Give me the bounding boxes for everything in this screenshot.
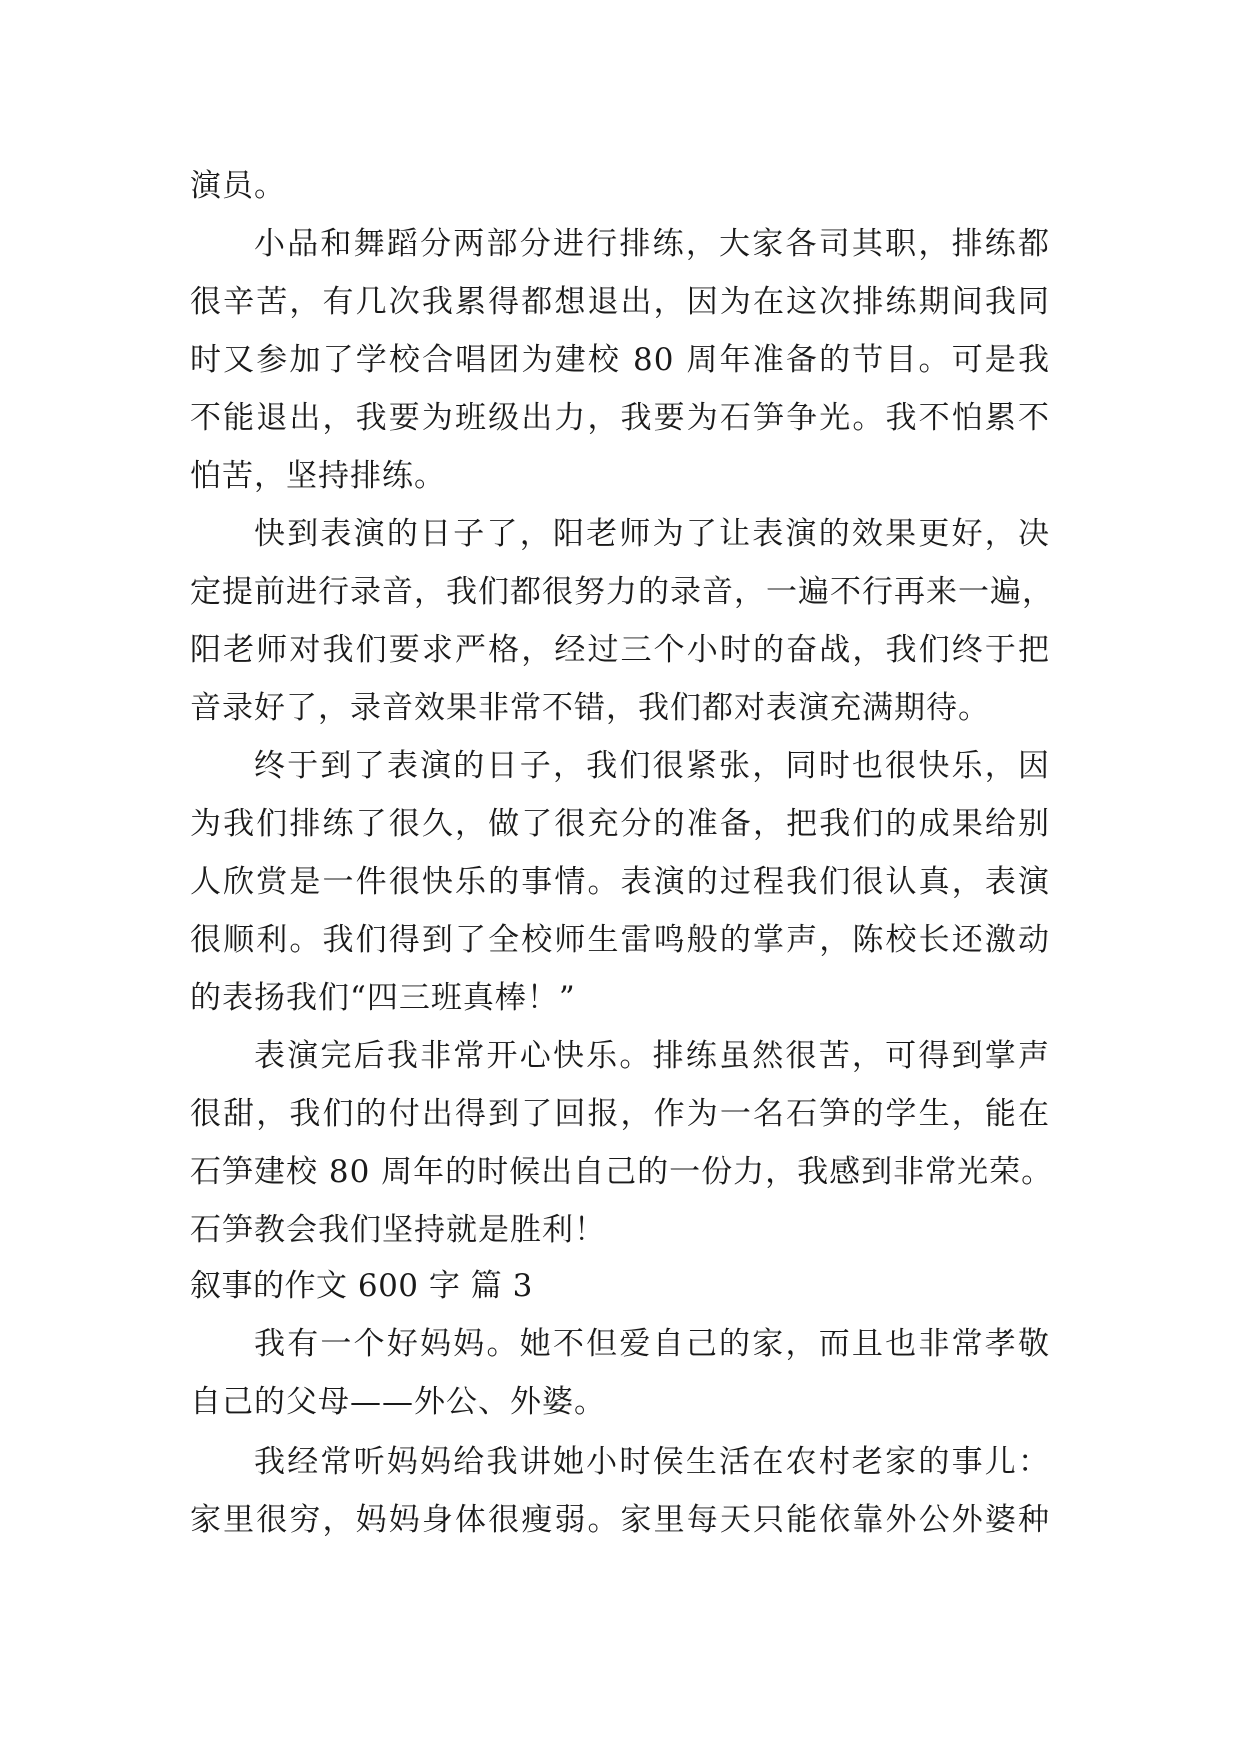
paragraph-start-line: 我经常听妈妈给我讲她小时侯生活在农村老家的事儿： bbox=[254, 1444, 1050, 1480]
text-line: 时又参加了学校合唱团为建校 80 周年准备的节目。可是我 bbox=[190, 342, 1050, 378]
text-line: 演员。 bbox=[190, 168, 286, 204]
text-line: 怕苦，坚持排练。 bbox=[190, 458, 446, 494]
text-line: 为我们排练了很久，做了很充分的准备，把我们的成果给别 bbox=[190, 806, 1050, 842]
text-line: 石笋建校 80 周年的时候出自己的一份力，我感到非常光荣。 bbox=[190, 1154, 1054, 1190]
paragraph-start-line: 快到表演的日子了，阳老师为了让表演的效果更好，决 bbox=[254, 516, 1050, 552]
text-line: 很甜，我们的付出得到了回报，作为一名石笋的学生，能在 bbox=[190, 1096, 1050, 1132]
paragraph-start-line: 我有一个好妈妈。她不但爱自己的家，而且也非常孝敬 bbox=[254, 1326, 1050, 1362]
paragraph-start-line: 小品和舞蹈分两部分进行排练，大家各司其职，排练都 bbox=[254, 226, 1050, 262]
paragraph-start-line: 终于到了表演的日子，我们很紧张，同时也很快乐，因 bbox=[254, 748, 1050, 784]
section-heading: 叙事的作文 600 字 篇 3 bbox=[190, 1268, 533, 1304]
text-line: 不能退出，我要为班级出力，我要为石笋争光。我不怕累不 bbox=[190, 400, 1050, 436]
text-line: 人欣赏是一件很快乐的事情。表演的过程我们很认真，表演 bbox=[190, 864, 1050, 900]
text-line: 音录好了，录音效果非常不错，我们都对表演充满期待。 bbox=[190, 690, 990, 726]
text-line: 阳老师对我们要求严格，经过三个小时的奋战，我们终于把 bbox=[190, 632, 1050, 668]
text-line: 很辛苦，有几次我累得都想退出，因为在这次排练期间我同 bbox=[190, 284, 1050, 320]
text-line: 很顺利。我们得到了全校师生雷鸣般的掌声，陈校长还激动 bbox=[190, 922, 1050, 958]
paragraph-start-line: 表演完后我非常开心快乐。排练虽然很苦，可得到掌声 bbox=[254, 1038, 1050, 1074]
text-line: 定提前进行录音，我们都很努力的录音，一遍不行再来一遍， bbox=[190, 574, 1054, 610]
text-line: 的表扬我们“四三班真棒！” bbox=[190, 980, 576, 1016]
text-line: 自己的父母——外公、外婆。 bbox=[190, 1384, 606, 1420]
text-line: 石笋教会我们坚持就是胜利！ bbox=[190, 1212, 606, 1248]
text-line: 家里很穷，妈妈身体很瘦弱。家里每天只能依靠外公外婆种 bbox=[190, 1502, 1050, 1538]
